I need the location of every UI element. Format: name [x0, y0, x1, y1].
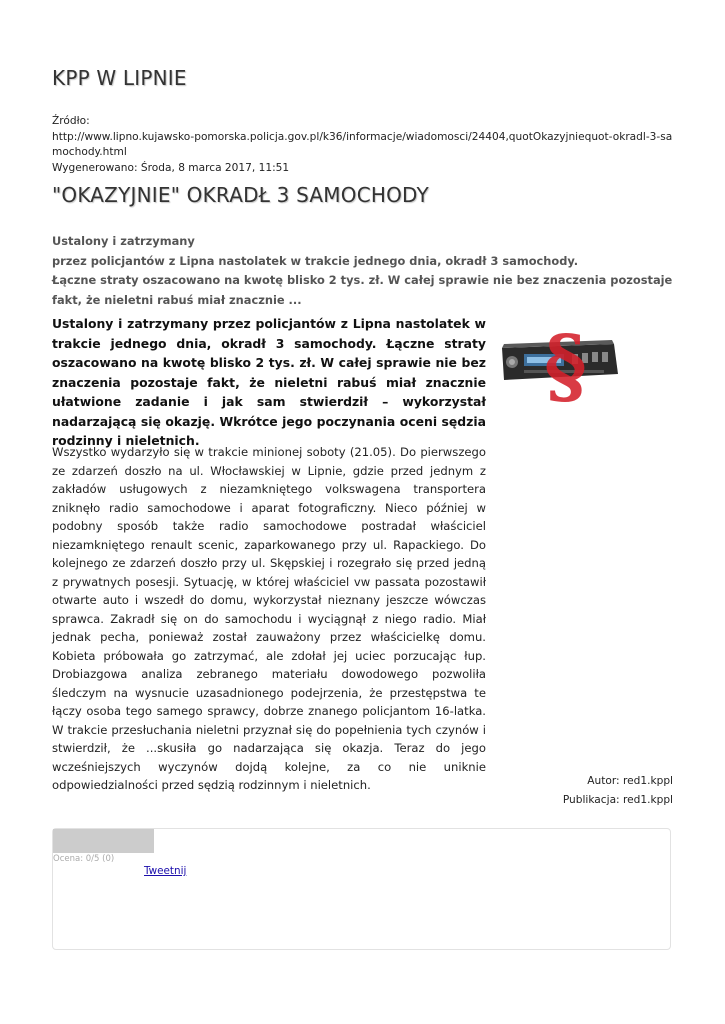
source-meta — [52, 114, 677, 176]
publication: Publikacja: red1.kppl — [562, 793, 673, 806]
svg-text:§: § — [544, 318, 587, 402]
car-radio-image — [494, 318, 628, 402]
tweet-button[interactable]: Tweetnij — [144, 865, 187, 877]
car-radio-paragraph-icon — [494, 318, 628, 402]
source-label: Źródło: — [52, 115, 90, 127]
article-body: Wszystko wydarzyło się w trakcie minionej soboty (21.05). Do pierwszego ze zdarzeń doszło na ul. Włocławskiej w Lipnie, gdzie przed jednym z zakładów usługowych z niezamkniętego volkswagena transportera zniknęło radio samochodowe i aparat fotograficzny. Nieco później w podobny sposób także radio samochodowe postradał właściciel niezamkniętego renault scenic, zaparkowanego przy ul. Rapackiego. Do kolejnego ze zdarzeń doszło przy ul. Skępskiej i rozegrało się przed jedną z prywatnych posesji. Sytuację, w której właściciel vw passata pozostawił otwarte auto i wszedł do domu, wykorzystał nieznany jeszcze wówczas sprawca. Zakradł się on do samochodu i wyciągnął z niego radio. Miał jednak pecha, ponieważ został zauważony przez właścicielkę domu. Kobieta próbowała go zatrzymać, ale zdołał jej uciec porzucając łup. Drobiazgowa analiza zebranego materiału dowodowego pozwoliła śledczym na wysnucie uzasadnionego podejrzenia, że przestępstwa te łączy osoba tego samego sprawcy, dobrze znanego policjantom 16-latka. W trakcie przesłuchania nieletni przyznał się do popełnienia tych czynów i stwierdził, że ...skusiła go nadarzająca się okazja. Teraz do jego wcześniejszych wyczynów dojdą kolejne, za co nie uniknie odpowiedzialności przed sędzią rodzinnym i nieletnich. — [52, 445, 486, 792]
rating-box — [52, 828, 671, 950]
article-lead: Ustalony i zatrzymany przez policjantów z Lipna nastolatek w trakcie jednego dnia, okradł 3 samochody. Łączne straty oszacowano na kwotę blisko 2 tys. zł. W całej sprawie nie bez znaczenia pozostaje fakt, że nieletni rabuś miał znacznie ułatwione zadanie i jak sam stwierdził – wykorzystał nadarzającą się okazję. Wkrótce jego poczynania oceni sędzia rodzinny i nieletnich. — [52, 316, 486, 448]
article-title: "OKAZYJNIE" OKRADŁ 3 SAMOCHODY — [52, 183, 429, 207]
source-url: http://www.lipno.kujawsko-pomorska.policja.gov.pl/k36/informacje/wiadomosci/24404,quotOkazyjniequot-okradl-3-samochody.html — [52, 130, 673, 158]
summary-line: Ustalony i zatrzymany — [52, 234, 195, 248]
site-title: KPP W LIPNIE — [52, 66, 187, 90]
author-info — [563, 772, 673, 809]
generated-date: Wygenerowano: Środa, 8 marca 2017, 11:51 — [52, 161, 290, 174]
rating-score: Ocena: 0/5 (0) — [53, 854, 115, 864]
article-summary — [52, 232, 672, 310]
summary-line: przez policjantów z Lipna nastolatek w trakcie jednego dnia, okradł 3 samochody. — [52, 253, 579, 268]
summary-line: Łączne straty oszacowano na kwotę blisko 2 tys. zł. W całej sprawie nie bez znaczenia pozostaje — [52, 273, 673, 287]
summary-line: fakt, że nieletni rabuś miał znacznie ... — [52, 292, 302, 307]
author: Autor: red1.kppl — [587, 775, 673, 787]
rating-bar[interactable] — [53, 829, 154, 853]
